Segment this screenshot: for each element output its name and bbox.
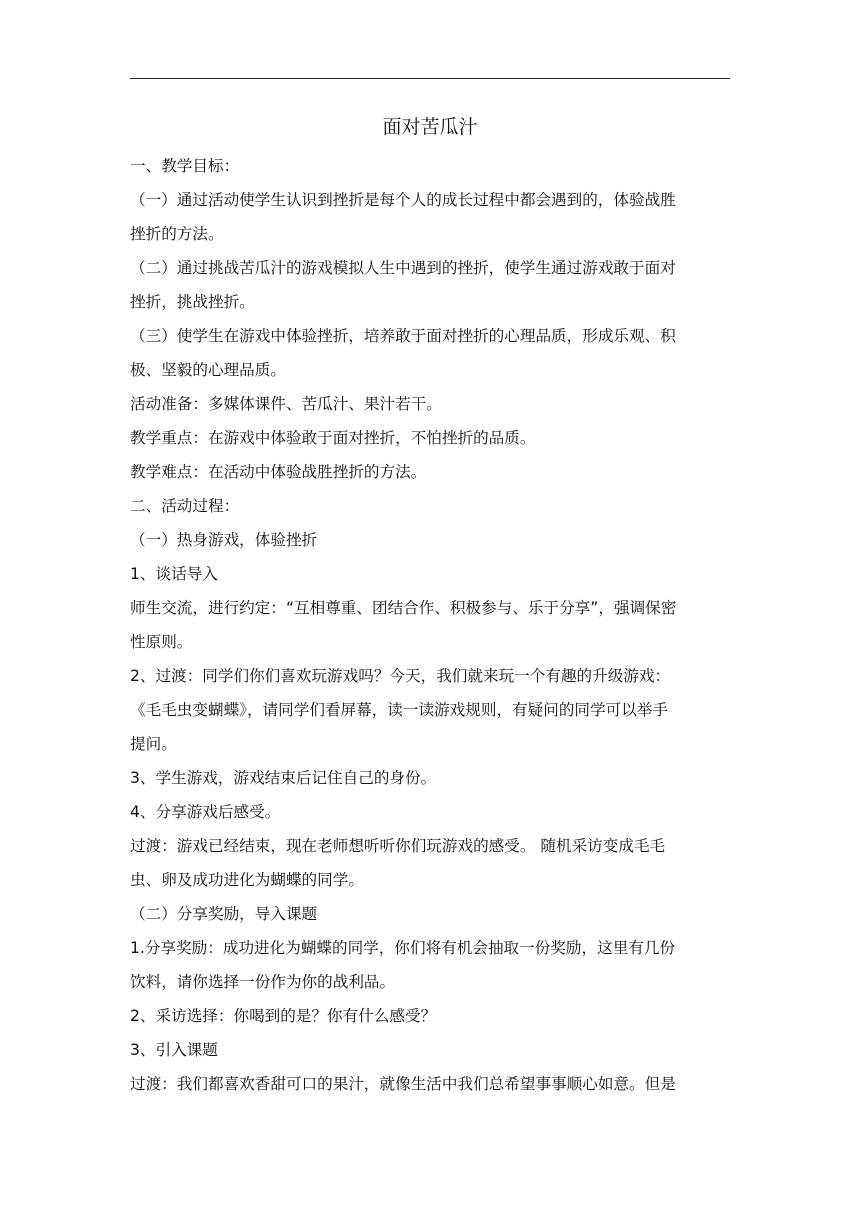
paragraph-line: 1.分享奖励：成功进化为蝴蝶的同学，你们将有机会抽取一份奖励，这里有几份 bbox=[130, 939, 676, 957]
paragraph-line: 师生交流，进行约定：“互相尊重、团结合作、积极参与、乐于分享”，强调保密 bbox=[130, 599, 677, 617]
paragraph-line: 饮料，请你选择一份作为你的战利品。 bbox=[130, 973, 396, 991]
paragraph-line: 极、坚毅的心理品质。 bbox=[130, 361, 286, 379]
subsection-heading: （二）分享奖励，导入课题 bbox=[130, 905, 318, 923]
paragraph-line: 3、引入课题 bbox=[130, 1041, 218, 1059]
paragraph-line: 1、谈话导入 bbox=[130, 565, 218, 583]
paragraph-line: 《毛毛虫变蝴蝶》，请同学们看屏幕，读一读游戏规则，有疑问的同学可以举手 bbox=[130, 701, 668, 719]
header-rule bbox=[130, 78, 730, 79]
paragraph-line: 活动准备：多媒体课件、苦瓜汁、果汁若干。 bbox=[130, 395, 442, 413]
paragraph-line: 性原则。 bbox=[130, 633, 193, 651]
paragraph-line: 教学重点：在游戏中体验敢于面对挫折，不怕挫折的品质。 bbox=[130, 429, 536, 447]
page-title: 面对苦瓜汁 bbox=[382, 116, 478, 138]
section-heading-process: 二、活动过程： bbox=[130, 497, 240, 515]
paragraph-line: 2、采访选择：你喝到的是？你有什么感受？ bbox=[130, 1007, 437, 1025]
document-body bbox=[130, 149, 730, 1101]
paragraph-line: 过渡：我们都喜欢香甜可口的果汁，就像生活中我们总希望事事顺心如意。但是 bbox=[130, 1075, 676, 1093]
paragraph-line: 过渡：游戏已经结束，现在老师想听听你们玩游戏的感受。 随机采访变成毛毛 bbox=[130, 837, 666, 855]
paragraph-line: （三）使学生在游戏中体验挫折，培养敢于面对挫折的心理品质，形成乐观、积 bbox=[130, 327, 676, 345]
paragraph-line: （一）通过活动使学生认识到挫折是每个人的成长过程中都会遇到的，体验战胜 bbox=[130, 191, 676, 209]
paragraph-line: 教学难点：在活动中体验战胜挫折的方法。 bbox=[130, 463, 427, 481]
paragraph-line: （二）通过挑战苦瓜汁的游戏模拟人生中遇到的挫折，使学生通过游戏敢于面对 bbox=[130, 259, 676, 277]
paragraph-line: 虫、卵及成功进化为蝴蝶的同学。 bbox=[130, 871, 364, 889]
paragraph-line: 提问。 bbox=[130, 735, 177, 753]
paragraph-line: 挫折的方法。 bbox=[130, 225, 224, 243]
subsection-heading: （一）热身游戏，体验挫折 bbox=[130, 531, 318, 549]
paragraph-line: 挫折，挑战挫折。 bbox=[130, 293, 255, 311]
paragraph-line: 2、过渡：同学们你们喜欢玩游戏吗？今天，我们就来玩一个有趣的升级游戏： bbox=[130, 667, 671, 685]
paragraph-line: 4、分享游戏后感受。 bbox=[130, 803, 281, 821]
paragraph-line: 3、学生游戏，游戏结束后记住自己的身份。 bbox=[130, 769, 437, 787]
section-heading-objectives: 一、教学目标： bbox=[130, 157, 240, 175]
